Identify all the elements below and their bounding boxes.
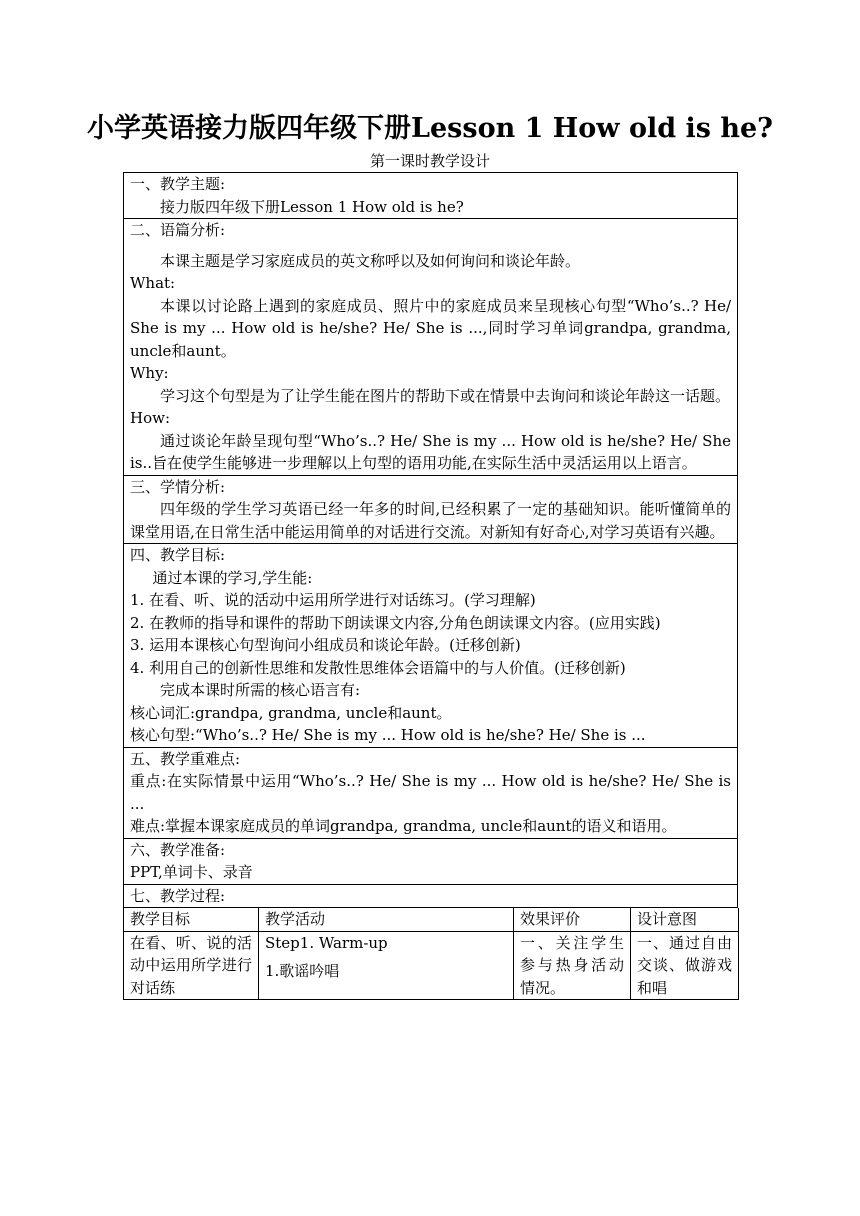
what-label: What: <box>130 274 176 292</box>
cell-activity <box>259 931 514 1000</box>
difficult-point: 难点:掌握本课家庭成员的单词grandpa, grandma, uncle和aunt的语义和语用。 <box>130 817 677 835</box>
student-analysis-content: 四年级的学生学习英语已经一年多的时间,已经积累了一定的基础知识。能听懂简单的课堂用语,在日常生活中能运用简单的对话进行交流。对新知有好奇心,对学习英语有兴趣。 <box>130 500 731 541</box>
section-heading: 二、语篇分析: <box>130 221 226 239</box>
what-text: 本课以讨论路上遇到的家庭成员、照片中的家庭成员来呈现核心句型“Who’s..? He/ She is my ... How old is he/she? He/ She is ...,同时学习单词grandpa, grandma, uncle和aunt。 <box>130 296 731 360</box>
cell-objective: 在看、听、说的活动中运用所学进行对话练 <box>124 931 259 1000</box>
theme-content: 接力版四年级下册Lesson 1 How old is he? <box>160 197 464 216</box>
section-student-analysis <box>123 476 738 545</box>
page-subtitle: 第一课时教学设计 <box>369 152 490 170</box>
core-sentence: 核心句型:“Who’s..? He/ She is my ... How old is he/she? He/ She is ... <box>130 726 646 744</box>
column-header: 效果评价 <box>514 908 631 931</box>
why-text: 学习这个句型是为了让学生能在图片的帮助下或在情景中去询问和谈论年龄这一话题。 <box>160 386 731 405</box>
column-header: 教学活动 <box>259 908 514 931</box>
objective-item: 4. 利用自己的创新性思维和发散性思维体会语篇中的与人价值。(迁移创新) <box>130 658 626 677</box>
table-row <box>124 931 739 1000</box>
why-label: Why: <box>130 364 169 382</box>
objective-item: 2. 在教师的指导和课件的帮助下朗读课文内容,分角色朗读课文内容。(应用实践) <box>130 613 661 632</box>
section-theme <box>123 172 738 219</box>
section-heading: 六、教学准备: <box>130 840 226 859</box>
core-vocabulary: 核心词汇:grandpa, grandma, uncle和aunt。 <box>130 703 452 722</box>
objectives-intro: 通过本课的学习,学生能: <box>152 568 313 587</box>
section-heading: 七、教学过程: <box>130 886 226 905</box>
section-heading: 一、教学主题: <box>130 175 226 193</box>
activity-step: Step1. Warm-up <box>265 933 388 952</box>
cell-intent: 一、通过自由交谈、做游戏和唱 <box>631 931 739 1000</box>
activity-item: 1.歌谣吟唱 <box>265 962 340 980</box>
how-label: How: <box>130 409 171 427</box>
section-preparation <box>123 839 738 885</box>
section-objectives <box>123 544 738 748</box>
lesson-plan-table <box>123 172 738 1000</box>
core-language-intro: 完成本课时所需的核心语言有: <box>160 681 361 699</box>
key-point: 重点:在实际情景中运用“Who’s..? He/ She is my ... How old is he/she? He/ She is ... <box>130 772 731 813</box>
objective-item: 1. 在看、听、说的活动中运用所学进行对话练习。(学习理解) <box>130 591 536 609</box>
section-text-analysis <box>123 219 738 476</box>
table-header-row <box>124 908 739 931</box>
how-text: 通过谈论年龄呈现句型“Who’s..? He/ She is my ... How old is he/she? He/ She is..旨在使学生能够进一步理解以上句型的语用功能,在实际生活中灵活运用以上语言。 <box>130 431 731 472</box>
cell-evaluation: 一、关注学生参与热身活动情况。 <box>514 931 631 1000</box>
preparation-content: PPT,单词卡、录音 <box>130 863 253 881</box>
section-heading: 五、教学重难点: <box>130 749 241 768</box>
page-title: 小学英语接力版四年级下册Lesson 1 How old is he? <box>87 113 773 144</box>
column-header: 设计意图 <box>631 908 739 931</box>
analysis-intro: 本课主题是学习家庭成员的英文称呼以及如何询问和谈论年龄。 <box>160 251 581 270</box>
section-heading: 四、教学目标: <box>130 546 226 564</box>
process-table <box>123 908 739 1000</box>
section-heading: 三、学情分析: <box>130 477 226 496</box>
section-key-points <box>123 748 738 839</box>
objective-item: 3. 运用本课核心句型询问小组成员和谈论年龄。(迁移创新) <box>130 636 521 654</box>
section-process <box>123 885 738 909</box>
column-header: 教学目标 <box>124 908 259 931</box>
